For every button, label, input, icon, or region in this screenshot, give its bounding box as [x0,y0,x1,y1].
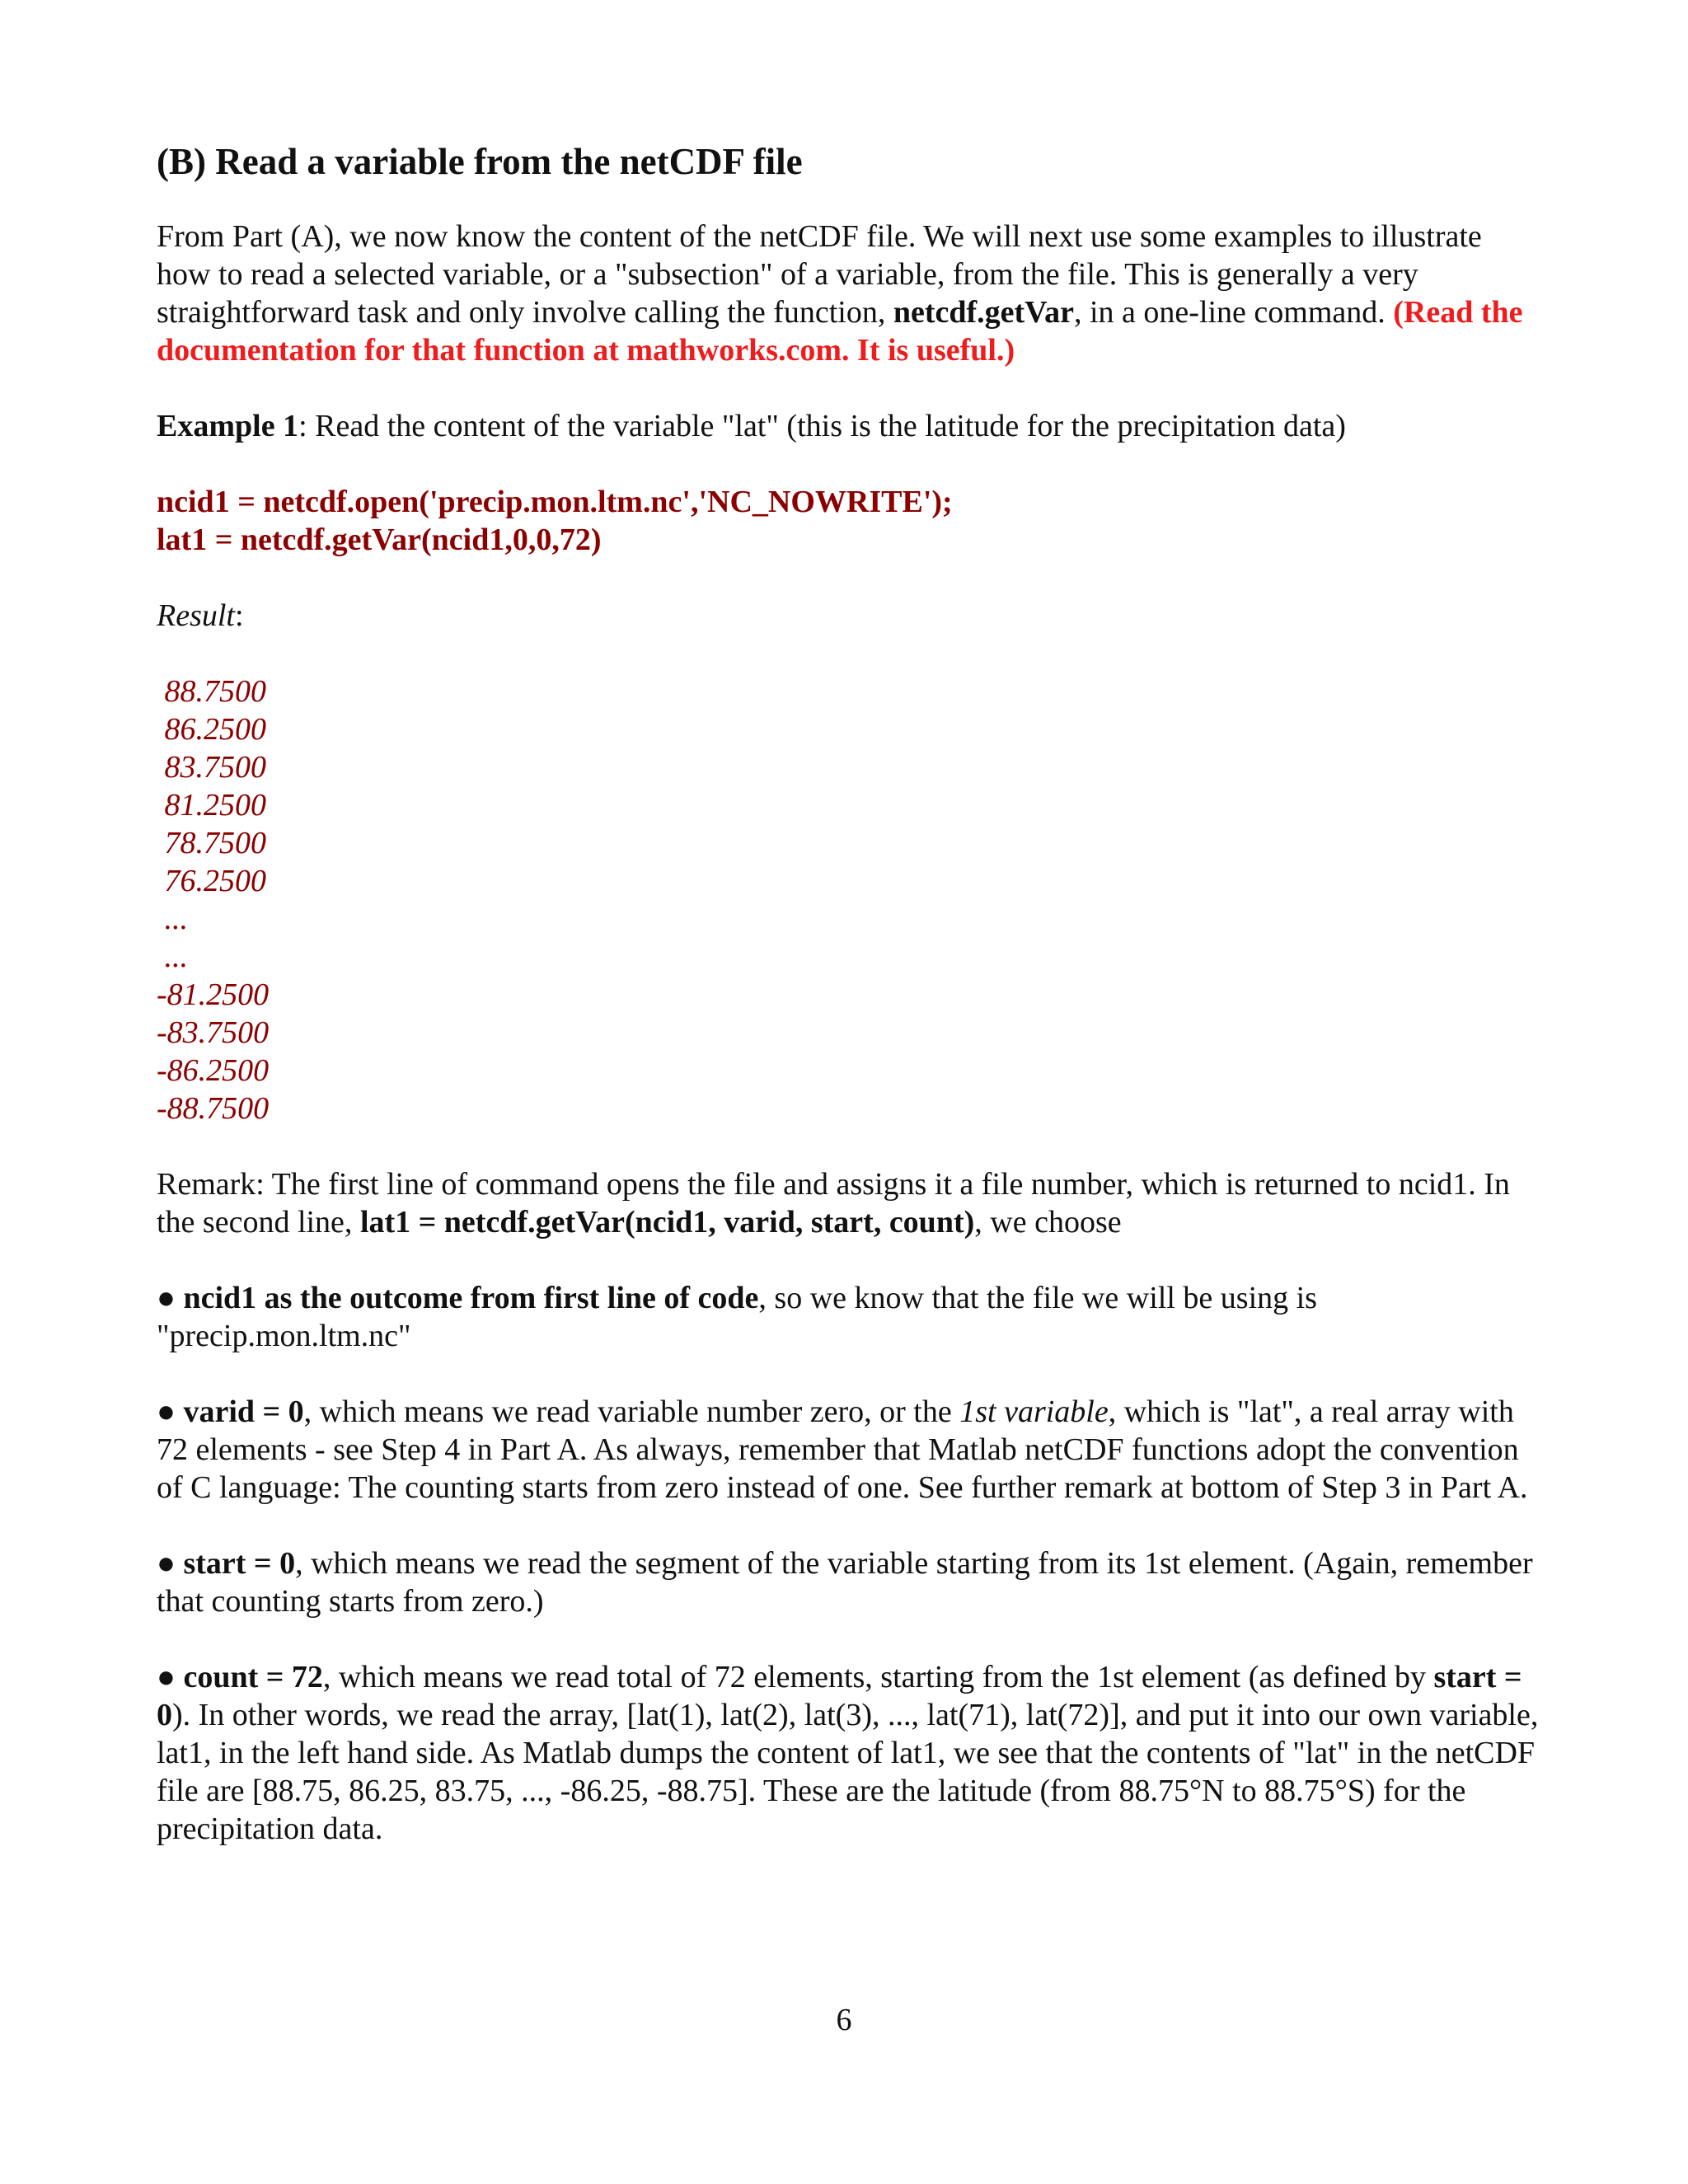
intro-paragraph [157,218,1541,369]
result-value: 81.2500 [157,788,266,823]
remark-paragraph: Remark: The first line of command opens the file and assigns it a file number, which is returned to ncid1. In the second line, lat1 = netcdf.getVar(ncid1, varid, start, count), we choose [157,1167,1510,1240]
result-value: 78.7500 [157,826,266,860]
result-values [157,673,1541,1127]
result-value: -86.2500 [157,1053,270,1088]
result-value: -81.2500 [157,977,270,1012]
result-value: 76.2500 [157,864,266,898]
bullet-count: ● count = 72, which means we read total of 72 elements, starting from the 1st element (as defined by start = 0). In other words, we read the array, [lat(1), lat(2), lat(3), ..., lat(71), lat(72)], and put it into our own variable, lat1, in the left hand side. As Matlab dumps the content of lat1, we see that the contents of "lat" in the netCDF file are [88.75, 86.25, 83.75, ..., -86.25, -88.75]. These are the latitude (from 88.75°N to 88.75°S) for the precipitation data. [157,1660,1539,1846]
result-value: -88.7500 [157,1091,270,1126]
result-value: 83.7500 [157,750,266,785]
documentation-note: (Read the documentation for that function at mathworks.com. It is useful.) [157,295,1523,368]
code-block [157,483,1541,559]
example-1-text: : Read the content of the variable "lat" (this is the latitude for the precipitation data) [298,409,1346,443]
getvar-signature: lat1 = netcdf.getVar(ncid1, varid, start, count) [359,1205,975,1240]
bullet-varid: ● varid = 0, which means we read variable number zero, or the 1st variable, which is "lat", a real array with 72 elements - see Step 4 in Part A. As always, remember that Matlab netCDF functions adopt the convention of C language: The counting starts from zero instead of one. See further remark at bottom of Step 3 in Part A. [157,1394,1528,1505]
function-name: netcdf.getVar [893,295,1074,330]
example-1-paragraph [157,407,1541,445]
result-ellipsis: ... [157,940,188,974]
bullet-start: ● start = 0, which means we read the segment of the variable starting from its 1st element. (Again, remember that counting starts from zero.) [157,1546,1533,1619]
result-label: Result: [157,598,244,633]
bullet-ncid1: ● ncid1 as the outcome from first line of code, so we know that the file we will be using is "precip.mon.ltm.nc" [157,1281,1317,1353]
result-value: 86.2500 [157,712,266,747]
result-value: 88.7500 [157,674,266,709]
result-ellipsis: ... [157,902,188,936]
example-1-label: Example 1 [157,409,299,443]
section-heading: (B) Read a variable from the netCDF file [157,141,803,182]
page-number: 6 [836,2003,852,2037]
result-value: -83.7500 [157,1015,270,1050]
code-line-open: ncid1 = netcdf.open('precip.mon.ltm.nc','NC_NOWRITE'); [157,485,953,519]
intro-text-before: From Part (A), we now know the content of the netCDF file. We will next use some examples to illustrate how to read a selected variable, or a "subsection" of a variable, from the file. This is generally a very straightforward task and only involve calling the function, [157,219,1482,330]
document-page [157,137,1541,1886]
code-line-getvar: lat1 = netcdf.getVar(ncid1,0,0,72) [157,523,602,557]
intro-text-after: , in a one-line command. [1074,295,1394,330]
